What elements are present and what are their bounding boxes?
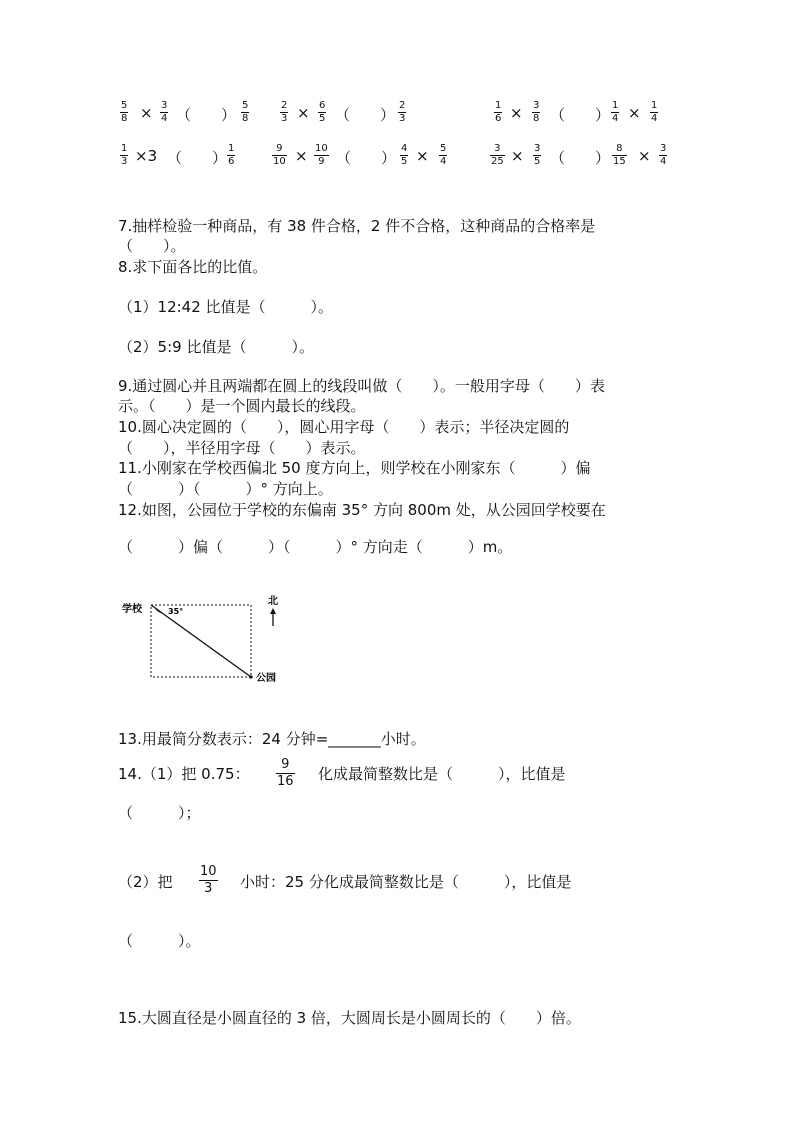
question-14-part-1-line-2: （ ）； <box>118 804 201 822</box>
north-label: 北 <box>268 596 278 607</box>
fraction: 1 4 <box>612 100 619 124</box>
school-label: 学校 <box>122 604 142 615</box>
fraction-9-16: 9 16 <box>277 757 294 789</box>
question-7-line-2: （ ）。 <box>118 237 186 255</box>
times-sign: × <box>638 147 651 165</box>
answer-blank[interactable]: （ ） <box>335 106 396 124</box>
question-10-line-1: 10.圆心决定圆的（ ），圆心用字母（ ）表示；半径决定圆的 <box>118 418 570 436</box>
fraction: 5 8 <box>121 100 128 124</box>
question-11-line-1: 11.小刚家在学校西偏北 50 度方向上，则学校在小刚家东（ ）偏 <box>118 459 591 477</box>
question-7-line-1: 7.抽样检验一种商品，有 38 件合格，2 件不合格，这种商品的合格率是 <box>118 217 596 235</box>
times-sign: × <box>295 147 308 165</box>
park-point <box>249 675 252 678</box>
fraction: 4 5 <box>401 143 408 167</box>
fraction: 8 15 <box>613 143 626 167</box>
answer-blank[interactable]: （ ） <box>167 149 228 167</box>
school-park-line <box>151 605 251 677</box>
fraction: 2 3 <box>399 100 406 124</box>
times-sign: × <box>511 147 524 165</box>
question-14-part-2-end: 小时：25 分化成最简整数比是（ ），比值是 <box>240 873 572 891</box>
fraction: 5 8 <box>242 100 249 124</box>
north-arrow-icon <box>270 608 276 614</box>
direction-diagram <box>118 586 298 686</box>
question-14-part-2-start: （2）把 <box>118 873 173 891</box>
fraction: 10 9 <box>315 143 328 167</box>
question-8-title: 8.求下面各比的比值。 <box>118 258 268 276</box>
fraction: 3 25 <box>491 143 504 167</box>
question-12-line-1: 12.如图，公园位于学校的东偏南 35° 方向 800m 处，从公园回学校要在 <box>118 501 606 519</box>
answer-blank[interactable]: （ ） <box>176 106 237 124</box>
fraction: 3 5 <box>534 143 541 167</box>
fraction: 1 6 <box>228 143 235 167</box>
fraction: 2 3 <box>281 100 288 124</box>
fraction: 1 4 <box>651 100 658 124</box>
times-sign: × <box>510 104 523 122</box>
fraction: 9 10 <box>273 143 286 167</box>
times-sign: × <box>416 147 429 165</box>
fraction: 1 6 <box>495 100 502 124</box>
fraction: 6 5 <box>319 100 326 124</box>
times-three: ×3 <box>135 147 158 165</box>
question-11-line-2: （ ）（ ）° 方向上。 <box>118 480 333 498</box>
question-8-part-2: （2）5:9 比值是（ ）。 <box>118 338 314 356</box>
question-10-line-2: （ ），半径用字母（ ）表示。 <box>118 439 366 457</box>
question-14-part-1-end: 化成最简整数比是（ ），比值是 <box>318 765 566 783</box>
fraction: 1 3 <box>121 143 128 167</box>
fraction: 5 4 <box>440 143 447 167</box>
question-14-part-1-start: 14.（1）把 0.75： <box>118 765 250 783</box>
park-label: 公园 <box>256 673 276 684</box>
question-15: 15.大圆直径是小圆直径的 3 倍，大圆周长是小圆周长的（ ）倍。 <box>118 1009 581 1027</box>
answer-blank[interactable]: （ ） <box>550 106 611 124</box>
question-9-line-1: 9.通过圆心并且两端都在圆上的线段叫做（ ）。一般用字母（ ）表 <box>118 377 605 395</box>
times-sign: × <box>297 104 310 122</box>
answer-blank[interactable]: （ ） <box>336 149 397 167</box>
question-13: 13.用最简分数表示：24 分钟=_______小时。 <box>118 730 426 748</box>
fraction: 3 4 <box>660 143 667 167</box>
fraction: 3 4 <box>161 100 168 124</box>
question-12-line-2: （ ）偏（ ）（ ）° 方向走（ ）m。 <box>118 538 513 556</box>
question-8-part-1: （1）12:42 比值是（ ）。 <box>118 298 334 316</box>
answer-blank[interactable]: （ ） <box>550 149 611 167</box>
fraction-10-3: 10 3 <box>200 864 217 896</box>
fraction: 3 8 <box>533 100 540 124</box>
question-9-line-2: 示。（ ）是一个圆内最长的线段。 <box>118 397 366 415</box>
question-14-part-2-line-2: （ ）。 <box>118 932 201 950</box>
times-sign: × <box>140 104 153 122</box>
angle-label: 35° <box>168 607 184 616</box>
times-sign: × <box>628 104 641 122</box>
